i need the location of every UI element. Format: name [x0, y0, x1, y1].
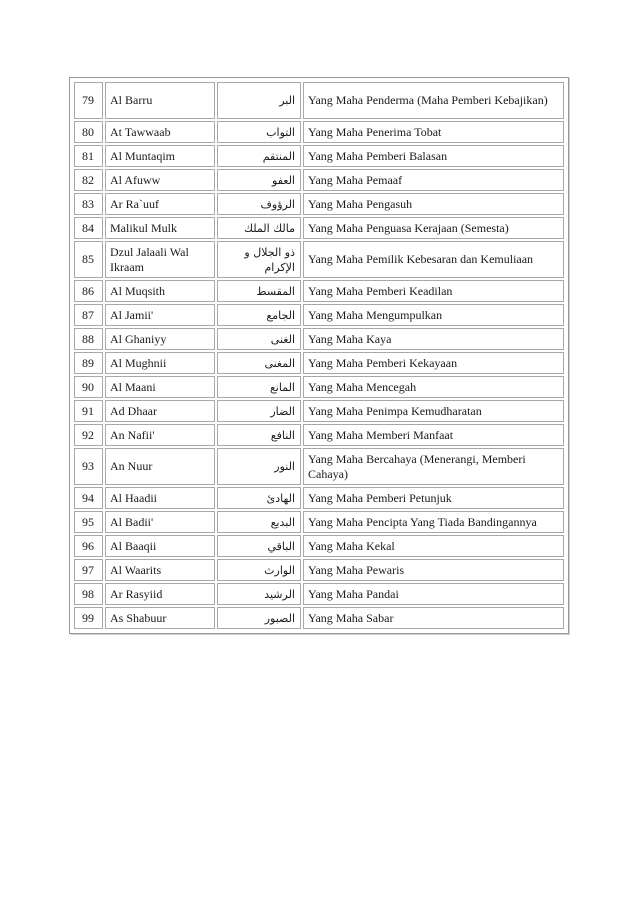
- name-meaning: Yang Maha Pemberi Kekayaan: [303, 352, 564, 374]
- table-row: [74, 328, 564, 350]
- name-meaning: Yang Maha Memberi Manfaat: [303, 424, 564, 446]
- latin-name: An Nuur: [105, 448, 215, 485]
- table-row: [74, 217, 564, 239]
- arabic-name: الباقي: [217, 535, 301, 557]
- row-number: 99: [74, 607, 103, 629]
- table-row: [74, 583, 564, 605]
- table-row: [74, 535, 564, 557]
- row-number: 94: [74, 487, 103, 509]
- arabic-name: البر: [217, 82, 301, 119]
- row-number: 88: [74, 328, 103, 350]
- latin-name: Ad Dhaar: [105, 400, 215, 422]
- name-meaning: Yang Maha Kekal: [303, 535, 564, 557]
- arabic-name: الوارث: [217, 559, 301, 581]
- latin-name: Al Jamii': [105, 304, 215, 326]
- name-meaning: Yang Maha Bercahaya (Menerangi, Memberi Cahaya): [303, 448, 564, 485]
- arabic-name: النافع: [217, 424, 301, 446]
- name-meaning: Yang Maha Penderma (Maha Pemberi Kebajikan): [303, 82, 564, 119]
- row-number: 86: [74, 280, 103, 302]
- row-number: 82: [74, 169, 103, 191]
- latin-name: Al Haadii: [105, 487, 215, 509]
- table-row: [74, 400, 564, 422]
- name-meaning: Yang Maha Pemberi Keadilan: [303, 280, 564, 302]
- row-number: 91: [74, 400, 103, 422]
- arabic-name: المغنى: [217, 352, 301, 374]
- table-row: [74, 376, 564, 398]
- name-meaning: Yang Maha Pemilik Kebesaran dan Kemuliaan: [303, 241, 564, 278]
- arabic-name: المقسط: [217, 280, 301, 302]
- row-number: 85: [74, 241, 103, 278]
- name-meaning: Yang Maha Penimpa Kemudharatan: [303, 400, 564, 422]
- row-number: 95: [74, 511, 103, 533]
- latin-name: Al Ghaniyy: [105, 328, 215, 350]
- arabic-name: الصبور: [217, 607, 301, 629]
- name-meaning: Yang Maha Pemberi Balasan: [303, 145, 564, 167]
- table-row: [74, 169, 564, 191]
- table-row: [74, 607, 564, 629]
- table-row: [74, 193, 564, 215]
- arabic-name: ذو الجلال و الإكرام: [217, 241, 301, 278]
- name-meaning: Yang Maha Mencegah: [303, 376, 564, 398]
- row-number: 96: [74, 535, 103, 557]
- arabic-name: العفو: [217, 169, 301, 191]
- row-number: 98: [74, 583, 103, 605]
- arabic-name: المنتقم: [217, 145, 301, 167]
- name-meaning: Yang Maha Pandai: [303, 583, 564, 605]
- arabic-name: الهادئ: [217, 487, 301, 509]
- name-meaning: Yang Maha Pewaris: [303, 559, 564, 581]
- arabic-name: مالك الملك: [217, 217, 301, 239]
- name-meaning: Yang Maha Pemberi Petunjuk: [303, 487, 564, 509]
- latin-name: Al Waarits: [105, 559, 215, 581]
- latin-name: Al Muntaqim: [105, 145, 215, 167]
- arabic-name: التواب: [217, 121, 301, 143]
- row-number: 81: [74, 145, 103, 167]
- table-row: [74, 448, 564, 485]
- table-row: [74, 559, 564, 581]
- arabic-name: الجامع: [217, 304, 301, 326]
- latin-name: At Tawwaab: [105, 121, 215, 143]
- row-number: 92: [74, 424, 103, 446]
- latin-name: Al Afuww: [105, 169, 215, 191]
- name-meaning: Yang Maha Pengasuh: [303, 193, 564, 215]
- asmaul-husna-table: [69, 77, 569, 634]
- arabic-name: الضار: [217, 400, 301, 422]
- latin-name: Ar Ra`uuf: [105, 193, 215, 215]
- latin-name: Al Baaqii: [105, 535, 215, 557]
- table-row: [74, 487, 564, 509]
- latin-name: Ar Rasyiid: [105, 583, 215, 605]
- latin-name: Al Muqsith: [105, 280, 215, 302]
- table-body: [74, 82, 564, 629]
- names-table: [72, 80, 566, 631]
- name-meaning: Yang Maha Pemaaf: [303, 169, 564, 191]
- latin-name: An Nafii': [105, 424, 215, 446]
- row-number: 84: [74, 217, 103, 239]
- latin-name: Malikul Mulk: [105, 217, 215, 239]
- arabic-name: الرشيد: [217, 583, 301, 605]
- name-meaning: Yang Maha Kaya: [303, 328, 564, 350]
- name-meaning: Yang Maha Penerima Tobat: [303, 121, 564, 143]
- latin-name: Al Mughnii: [105, 352, 215, 374]
- name-meaning: Yang Maha Pencipta Yang Tiada Bandingannya: [303, 511, 564, 533]
- latin-name: Dzul Jalaali Wal Ikraam: [105, 241, 215, 278]
- arabic-name: الغنى: [217, 328, 301, 350]
- table-row: [74, 145, 564, 167]
- latin-name: Al Maani: [105, 376, 215, 398]
- arabic-name: البديع: [217, 511, 301, 533]
- row-number: 90: [74, 376, 103, 398]
- latin-name: Al Badii': [105, 511, 215, 533]
- arabic-name: النور: [217, 448, 301, 485]
- name-meaning: Yang Maha Mengumpulkan: [303, 304, 564, 326]
- row-number: 93: [74, 448, 103, 485]
- row-number: 80: [74, 121, 103, 143]
- table-row: [74, 424, 564, 446]
- row-number: 97: [74, 559, 103, 581]
- row-number: 87: [74, 304, 103, 326]
- arabic-name: المانع: [217, 376, 301, 398]
- row-number: 83: [74, 193, 103, 215]
- latin-name: Al Barru: [105, 82, 215, 119]
- table-row: [74, 511, 564, 533]
- table-row: [74, 352, 564, 374]
- table-row: [74, 121, 564, 143]
- table-row: [74, 280, 564, 302]
- name-meaning: Yang Maha Sabar: [303, 607, 564, 629]
- table-row: [74, 241, 564, 278]
- table-row: [74, 82, 564, 119]
- row-number: 79: [74, 82, 103, 119]
- arabic-name: الرؤوف: [217, 193, 301, 215]
- row-number: 89: [74, 352, 103, 374]
- latin-name: As Shabuur: [105, 607, 215, 629]
- name-meaning: Yang Maha Penguasa Kerajaan (Semesta): [303, 217, 564, 239]
- table-row: [74, 304, 564, 326]
